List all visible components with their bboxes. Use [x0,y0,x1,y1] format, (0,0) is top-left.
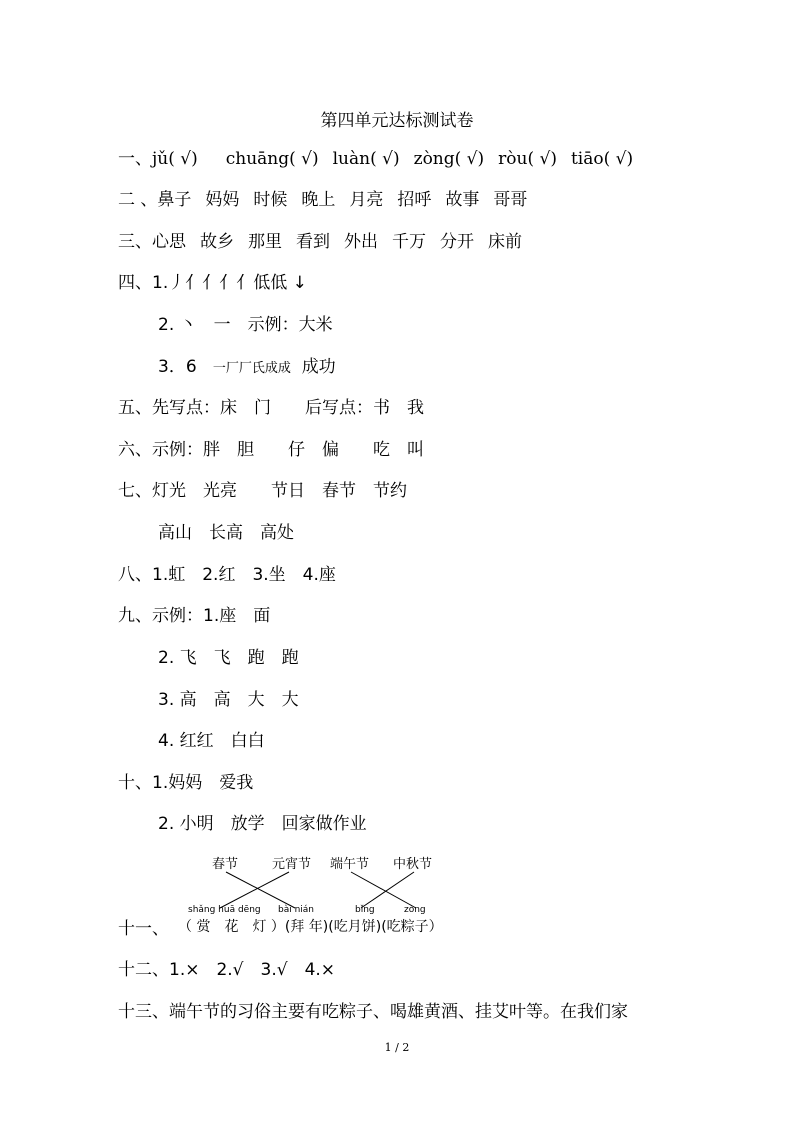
q10-number: 十、 [118,773,152,793]
match-line [220,872,289,908]
festival-label: 元宵节 [272,857,312,872]
q10-part-2: 2. 小明 放学 回家做作业 [158,814,367,834]
q7-text-2: 高山 长高 高处 [158,523,294,543]
pinyin-label: shǎng huā dēng [188,905,261,915]
q1-item: ròu( √) [498,149,557,169]
q2-item: 晚上 [301,190,336,210]
q2-item: 哥哥 [493,190,528,210]
q7-text-1: 灯光 光亮 节日 春节 节约 [152,481,407,501]
q13-text: 端午节的习俗主要有吃粽子、喝雄黄酒、挂艾叶等。在我们家 [169,1002,628,1022]
q4-part-3-number: 3．6 [158,357,197,377]
q8-number: 八、 [118,565,152,585]
q12-text: 1.× 2.√ 3.√ 4.× [169,960,336,980]
q10-part-1: 1.妈妈 爱我 [152,773,254,793]
q3-item: 床前 [488,232,522,252]
festival-label: 端午节 [330,857,370,872]
pinyin-label: bài nián [278,905,315,915]
q9-part-4: 4. 红红 白白 [158,731,265,751]
q4-part-1: 1.丿亻亻亻亻低低 ↓ [152,273,307,293]
q11-number: 十一、 [118,919,169,939]
match-line [226,872,295,908]
q2-item: 鼻子 [157,190,192,210]
festival-label: 中秋节 [393,857,433,872]
q6-text: 示例：胖 胆 仔 偏 吃 叫 [152,440,424,460]
q8-text: 1.虹 2.红 3.坐 4.座 [152,565,336,585]
q1-item: chuāng( √) [225,149,319,169]
q1-item: luàn( √) [332,149,400,169]
pinyin-label: zòng [404,905,426,915]
q5-number: 五、 [118,398,152,418]
q11-answers: （ 赏 花 灯 ）(拜 年)(吃月饼)(吃粽子） [178,919,443,935]
pinyin-label: bǐng [355,905,375,915]
q3-item: 千万 [392,232,426,252]
q6-number: 六、 [118,440,152,460]
q1-item: jǔ( √) [152,149,198,169]
q3-number: 三、 [118,232,152,252]
q3-item: 分开 [440,232,474,252]
q3-item: 看到 [296,232,330,252]
q12-row [118,959,335,981]
q2-item: 月亮 [349,190,384,210]
q9-number: 九、 [118,606,152,626]
q2-item: 时候 [253,190,288,210]
q3-item: 心思 [152,232,186,252]
q1-number: 一、 [118,149,152,169]
q2-number: 二 、 [118,190,158,210]
q2-item: 故事 [445,190,480,210]
q9-part-1: 示例：1.座 面 [152,606,271,626]
q4-word: 成功 [301,357,336,377]
q3-item: 外出 [344,232,378,252]
q9-part-3: 3. 高 高 大 大 [158,690,299,710]
page-number: 1 / 2 [384,1041,410,1054]
q1-item: zòng( √) [413,149,485,169]
q2-item: 招呼 [397,190,432,210]
q13-row [118,1001,628,1023]
q11-row [118,918,169,940]
festival-label: 春节 [212,857,239,872]
q4-stroke-order: 一厂厂氏成成 [212,361,291,376]
q3-item: 故乡 [200,232,234,252]
q12-number: 十二、 [118,960,169,980]
q2-item: 妈妈 [205,190,240,210]
page-title: 第四单元达标测试卷 [320,111,474,131]
q4-part-2: 2. 丶 一 示例：大米 [158,315,333,335]
q5-text: 先写点：床 门 后写点：书 我 [152,398,424,418]
q7-number: 七、 [118,481,152,501]
q3-item: 那里 [248,232,282,252]
q9-part-2: 2. 飞 飞 跑 跑 [158,648,299,668]
q13-number: 十三、 [118,1002,169,1022]
q4-number: 四、 [118,273,152,293]
q1-item: tiāo( √) [570,149,634,169]
